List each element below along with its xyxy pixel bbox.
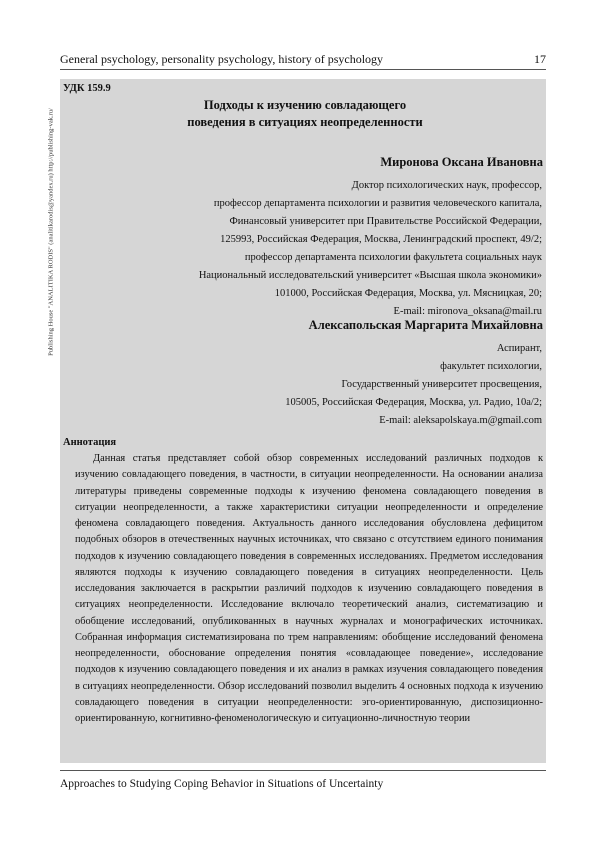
title-line: Подходы к изучению совладающего [203,98,407,112]
journal-title: General psychology, personality psychology, history of psychology [60,52,384,66]
author-1-affiliation [72,177,542,321]
footer-rule [60,770,546,771]
affiliation-line: профессор департамента психологии факультета социальных наук [244,252,542,263]
article-footer-title: Approaches to Studying Coping Behavior in Situations of Uncertainty [60,778,384,790]
header-rule [60,69,546,70]
affiliation-line: факультет психологии, [440,361,542,372]
email-line: E-mail: aleksapolskaya.m@gmail.com [379,415,542,426]
affiliation-line: профессор департамента психологии и развития человеческого капитала, [213,198,542,209]
affiliation-line: Национальный исследовательский университет «Высшая школа экономики» [198,270,542,281]
affiliation-line: Доктор психологических наук, профессор, [351,180,542,191]
affiliation-line: 101000, Российская Федерация, Москва, ул. Мясницкая, 20; [274,288,542,299]
affiliation-line: Аспирант, [496,343,542,354]
author-2-name: Алексапольская Маргарита Михайловна [308,318,543,332]
author-1-name: Миронова Оксана Ивановна [380,155,543,169]
affiliation-line: Государственный университет просвещения, [341,379,542,390]
udk-code: УДК 159.9 [63,83,111,94]
annotation-heading: Аннотация [63,437,117,448]
article-title [160,97,450,131]
affiliation-line: 105005, Российская Федерация, Москва, ул. Радио, 10а/2; [285,397,542,408]
affiliation-line: Финансовый университет при Правительстве Российской Федерации, [229,216,542,227]
title-line: поведения в ситуациях неопределенности [187,115,423,129]
page-number: 17 [534,52,546,66]
author-2-affiliation [72,340,542,430]
publisher-side-text: Publishing House "ANALITIKA RODIS" (analitikarodis@yandex.ru) http://publishing-vak.ru/ [47,108,55,356]
annotation-text: Данная статья представляет собой обзор современных исследований различных подходов к изучению совладающего поведения, в частности, в ситуации неопределенности. На основании анализа литературы приведены современные подходы к изучению феномена совладающего поведения в ситуации неопределенности, а также характеристики ситуации неопределенности и определение феномена совладающего поведения. Актуальность данного исследования обусловлена дефицитом подобных обзоров в отечественных научных источниках, что связано с отсутствием единого понимания подходов к изучению совладающего поведения в современных исследованиях. Предметом исследования являются подходы к изучению совладающего поведения в ситуациях неопределенности. Цель исследования заключается в раскрытии различий подходов к изучению совладающего поведения в ситуациях неопределенности. Исследование включало теоретический анализ, систематизацию и обобщение исследований, опубликованных в научных журналах и монографических источниках. Собранная информация систематизирована по трем направлениям: обобщение исследований феномена неопределенности, обоснование определения понятия «совладающее поведение», исследование подходов к изучению совладающего поведения и их анализ в рамках изучения совладающего поведения в ситуациях неопределенности. Обзор исследований позволил выделить 4 основных подхода к изучению совладающего поведения в ситуации неопределенности: эго-ориентированную, диспозиционно-ориентированную, когнитивно-феноменологическую и ситуационно-личностную теории [75,453,543,724]
email-line: E-mail: mironova_oksana@mail.ru [393,306,542,317]
page-header [60,52,546,67]
affiliation-line: 125993, Российская Федерация, Москва, Ленинградский проспект, 49/2; [220,234,542,245]
